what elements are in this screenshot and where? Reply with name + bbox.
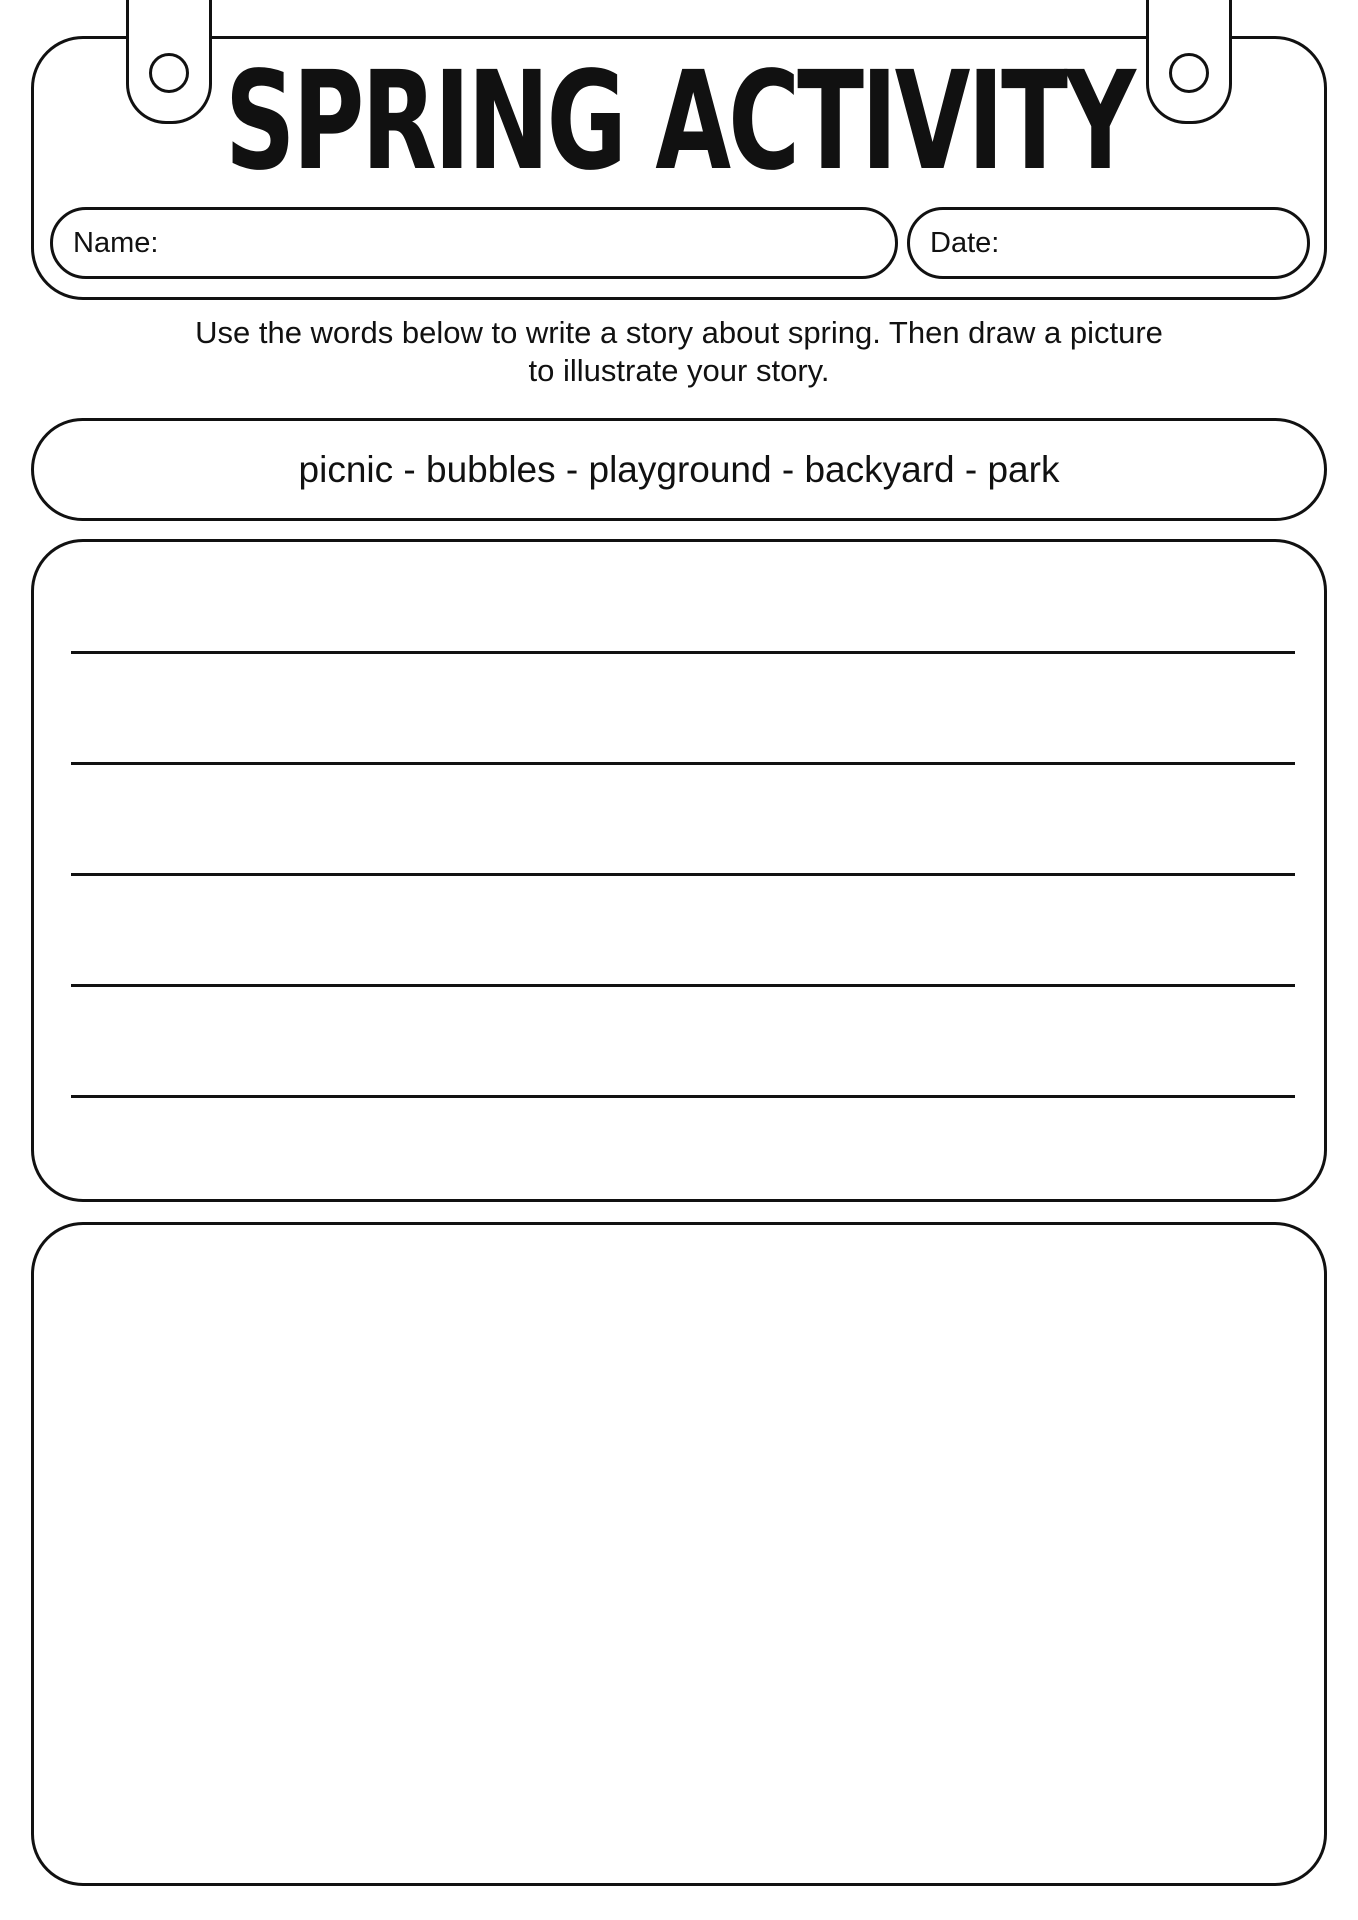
story-writing-area[interactable] — [31, 539, 1327, 1202]
name-label: Name: — [73, 227, 159, 259]
writing-line[interactable] — [71, 984, 1295, 987]
writing-line[interactable] — [71, 873, 1295, 876]
word-bank — [31, 418, 1327, 521]
instructions-line-1: Use the words below to write a story about spring. Then draw a picture — [195, 315, 1163, 350]
word-bank-text: picnic - bubbles - playground - backyard - park — [298, 449, 1060, 490]
binder-ring-icon — [1169, 53, 1209, 93]
picture-drawing-area[interactable] — [31, 1222, 1327, 1886]
instructions — [100, 314, 1258, 390]
date-label: Date: — [930, 227, 1000, 259]
page-title: SPRING ACTIVITY — [224, 43, 1134, 201]
name-field[interactable] — [50, 207, 898, 279]
date-field[interactable] — [907, 207, 1310, 279]
instructions-line-2: to illustrate your story. — [528, 353, 830, 388]
writing-line[interactable] — [71, 651, 1295, 654]
binder-ring-icon — [149, 53, 189, 93]
writing-line[interactable] — [71, 1095, 1295, 1098]
writing-line[interactable] — [71, 762, 1295, 765]
